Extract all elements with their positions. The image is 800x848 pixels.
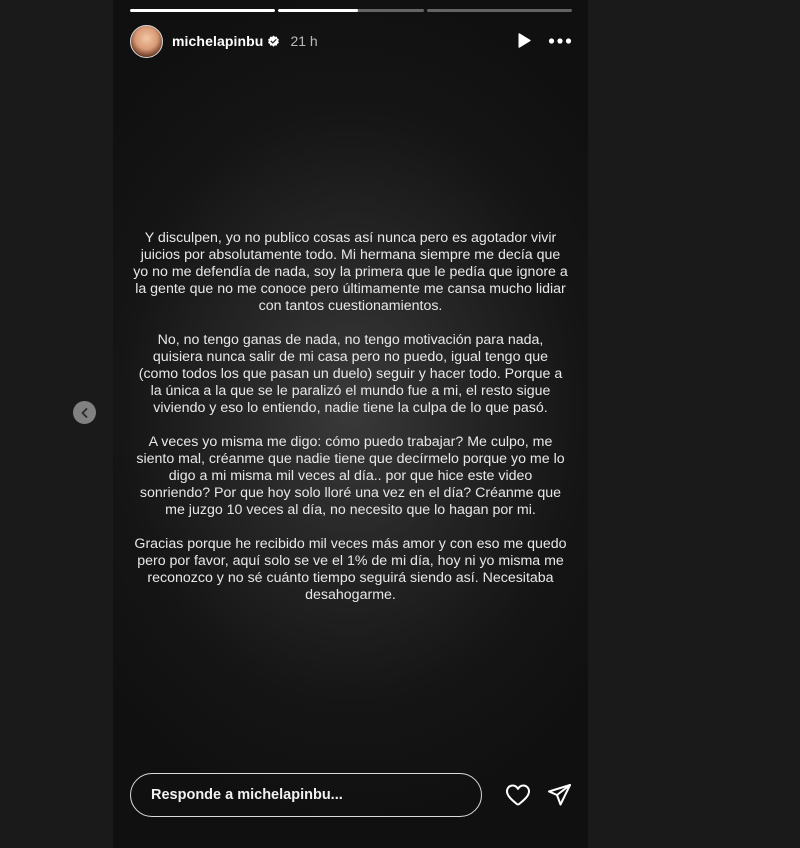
- story-text: [133, 230, 568, 621]
- more-options-button[interactable]: [548, 37, 572, 45]
- story-paragraph: A veces yo misma me digo: cómo puedo trabajar? Me culpo, me siento mal, créanme que nadie tiene que decírmelo porque yo me lo digo a mi misma mil veces al día.. por que hice este video sonriendo? Por que hoy solo lloré una vez en el día? Créanme que me juzgo 10 veces al día, no necesito que lo hagan por mi.: [136, 434, 565, 518]
- reply-input[interactable]: [130, 773, 482, 817]
- chevron-left-icon: [79, 407, 91, 419]
- post-time: 21 h: [290, 33, 318, 49]
- story-paragraph: No, no tengo ganas de nada, no tengo motivación para nada, quisiera nunca salir de mi casa pero no puedo, igual tengo que (como todos los que pasan un duelo) seguir y hacer todo. Porque a la única a la que se le paralizó el mundo fue a mi, el resto sigue viviendo y eso lo entiendo, nadie tiene la culpa de lo que pasó.: [138, 332, 563, 416]
- progress-segment: [278, 9, 423, 12]
- story-paragraph: Y disculpen, yo no publico cosas así nunca pero es agotador vivir juicios por absolutamente todo. Mi hermana siempre me decía que yo no me defendía de nada, soy la primera que le pedía que ignore a la gente que no me conoce pero últimamente me cansa mucho lidiar con tantos cuestionamientos.: [133, 230, 568, 314]
- story-card[interactable]: [113, 0, 588, 848]
- story-header: [130, 22, 572, 60]
- progress-segment: [427, 9, 572, 12]
- verified-badge-icon: [267, 35, 280, 48]
- send-icon: [547, 783, 572, 807]
- heart-icon: [505, 783, 531, 807]
- play-icon: [516, 32, 532, 50]
- username[interactable]: michelapinbu: [172, 33, 264, 49]
- like-button[interactable]: [505, 783, 531, 807]
- more-options-icon: [548, 37, 572, 45]
- story-progress-bar: [130, 9, 572, 12]
- story-footer: [130, 772, 572, 817]
- header-actions: [516, 32, 572, 50]
- send-button[interactable]: [547, 783, 572, 807]
- play-button[interactable]: [516, 32, 532, 50]
- story-paragraph: Gracias porque he recibido mil veces más amor y con eso me quedo pero por favor, aquí solo se ve el 1% de mi día, hoy ni yo misma me reconozco y no sé cuánto tiempo seguirá siendo así. Necesitaba desahogarme.: [134, 536, 567, 603]
- avatar[interactable]: [130, 25, 163, 58]
- progress-segment: [130, 9, 275, 12]
- previous-story-button[interactable]: [73, 401, 96, 424]
- footer-actions: [505, 783, 572, 807]
